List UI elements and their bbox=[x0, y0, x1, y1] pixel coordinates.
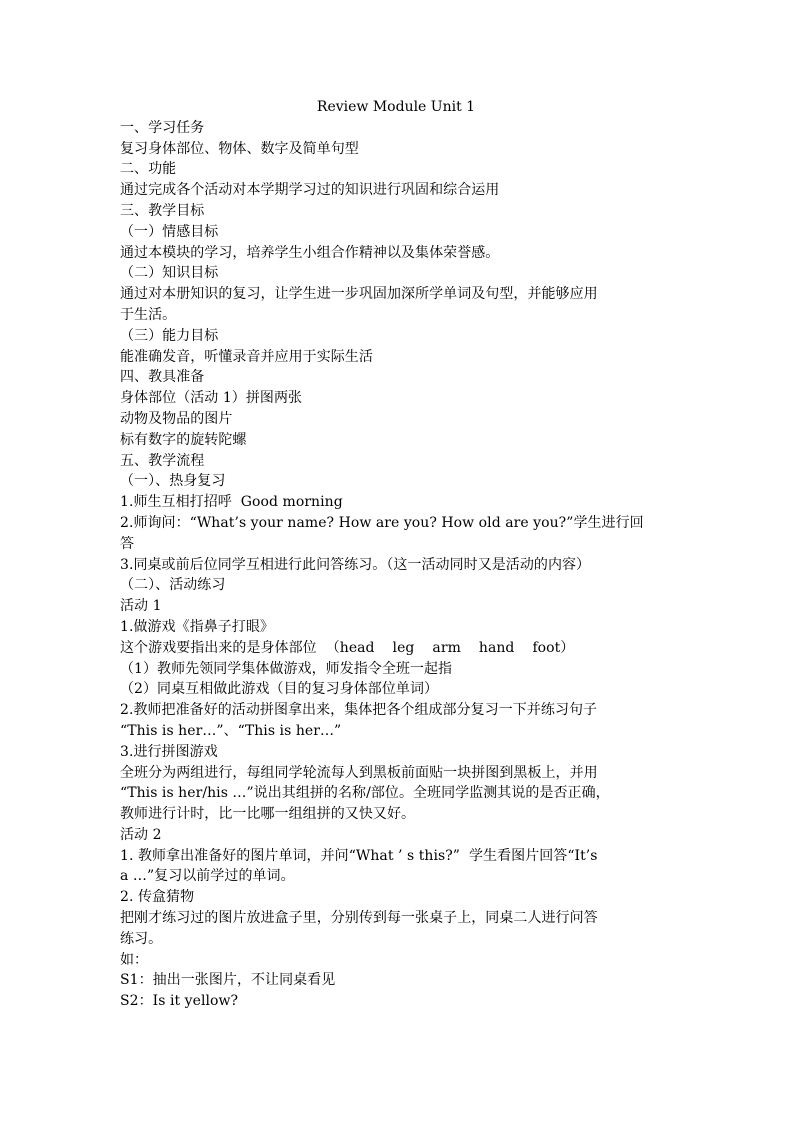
body-text: 2.教师把准备好的活动拼图拿出来，集体把各个组成部分复习一下并练习句子 bbox=[120, 702, 598, 719]
body-text: （2）同桌互相做此游戏（目的复习身体部位单词） bbox=[120, 681, 439, 698]
body-text: a …”复习以前学过的单词。 bbox=[120, 868, 295, 885]
body-text: 通过完成各个活动对本学期学习过的知识进行巩固和综合运用 bbox=[120, 182, 500, 199]
body-text: 复习身体部位、物体、数字及简单句型 bbox=[120, 140, 359, 157]
section-heading: 一、学习任务 bbox=[120, 119, 205, 136]
subsection-heading: （二）、活动练习 bbox=[120, 577, 226, 594]
body-text: 3.进行拼图游戏 bbox=[120, 743, 218, 760]
document-body bbox=[120, 118, 680, 1012]
body-text: 练习。 bbox=[120, 930, 163, 947]
body-text: 如： bbox=[120, 951, 149, 968]
body-text: （1）教师先领同学集体做游戏，师发指令全班一起指 bbox=[120, 660, 453, 677]
section-heading: 三、教学目标 bbox=[120, 202, 205, 219]
body-text: 标有数字的旋转陀螺 bbox=[120, 431, 247, 448]
body-text: “This is her…”、“This is her…” bbox=[120, 722, 342, 739]
body-text: 1.做游戏《指鼻子打眼》 bbox=[120, 618, 274, 635]
body-text: 1. 教师拿出准备好的图片单词，并问“What ’ s this?” 学生看图片回答“It’s bbox=[120, 847, 598, 864]
body-text: 3.同桌或前后位同学互相进行此问答练习。（这一活动同时又是活动的内容） bbox=[120, 556, 591, 573]
body-text: 1.师生互相打招呼 Good morning bbox=[120, 494, 343, 511]
body-text: 于生活。 bbox=[120, 306, 177, 323]
body-text: 把刚才练习过的图片放进盒子里，分别传到每一张桌子上，同桌二人进行问答 bbox=[120, 910, 598, 927]
subsection-heading: （一）、热身复习 bbox=[120, 473, 226, 490]
body-text: 通过对本册知识的复习，让学生进一步巩固加深所学单词及句型，并能够应用 bbox=[120, 286, 598, 303]
document-page bbox=[120, 97, 680, 1012]
activity-heading: 活动 1 bbox=[120, 598, 162, 615]
body-text: S2：Is it yellow? bbox=[120, 993, 239, 1010]
body-text: 答 bbox=[120, 535, 135, 552]
section-heading: 二、功能 bbox=[120, 161, 177, 178]
subsection-heading: （三）能力目标 bbox=[120, 327, 219, 344]
body-text: S1：抽出一张图片，不让同桌看见 bbox=[120, 972, 336, 989]
body-text: 能准确发音，听懂录音并应用于实际生活 bbox=[120, 348, 373, 365]
body-text: 2. 传盒猜物 bbox=[120, 889, 195, 906]
body-text: 这个游戏要指出来的是身体部位 （head leg arm hand foot） bbox=[120, 639, 575, 656]
body-text: 身体部位（活动 1）拼图两张 bbox=[120, 390, 303, 407]
body-text: 全班分为两组进行，每组同学轮流每人到黑板前面贴一块拼图到黑板上，并用 bbox=[120, 764, 598, 781]
body-text: 2.师询问：“What’s your name? How are you? How old are you?”学生进行回 bbox=[120, 514, 644, 531]
section-heading: 五、教学流程 bbox=[120, 452, 205, 469]
section-heading: 四、教具准备 bbox=[120, 369, 205, 386]
body-text: “This is her/his …”说出其组拼的名称/部位。全班同学监测其说的是否正确， bbox=[120, 785, 610, 802]
body-text: 动物及物品的图片 bbox=[120, 410, 233, 427]
activity-heading: 活动 2 bbox=[120, 826, 162, 843]
body-text: 通过本模块的学习，培养学生小组合作精神以及集体荣誉感。 bbox=[120, 244, 500, 261]
document-title: Review Module Unit 1 bbox=[316, 99, 476, 115]
body-text: 教师进行计时，比一比哪一组组拼的又快又好。 bbox=[120, 806, 416, 823]
subsection-heading: （二）知识目标 bbox=[120, 265, 219, 282]
subsection-heading: （一）情感目标 bbox=[120, 223, 219, 240]
